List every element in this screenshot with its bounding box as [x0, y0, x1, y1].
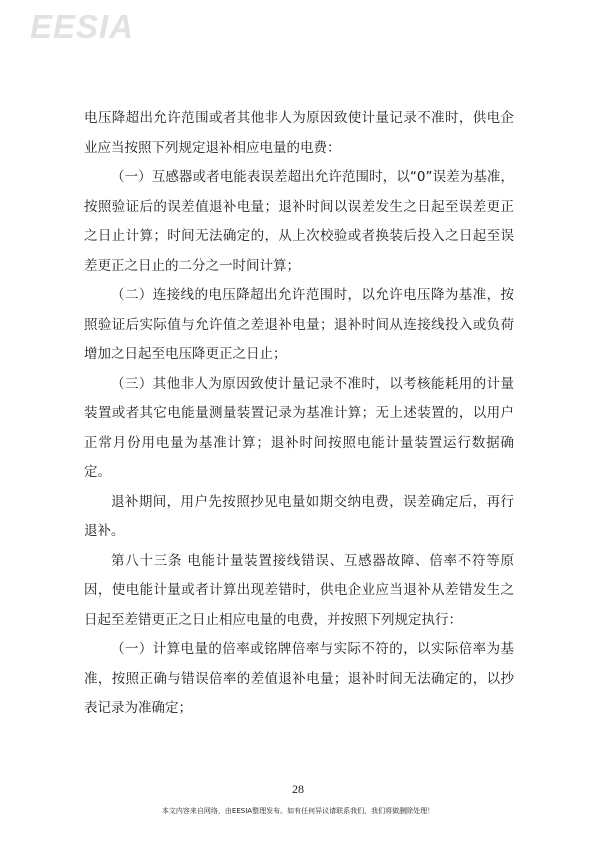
paragraph: （三）其他非人为原因致使计量记录不准时，以考核能耗用的计量装置或者其它电能量测量装置记录为基准计算；无上述装置的，以用户正常月份用电量为基准计算；退补时间按照电能计量装置运行数据确定。 [84, 375, 514, 480]
paragraph: （二）连接线的电压降超出允许范围时，以允许电压降为基准，按照验证后实际值与允许值之差退补电量；退补时间从连接线投入或负荷增加之日起至电压降更正之日止； [84, 287, 514, 362]
paragraph: 电压降超出允许范围或者其他非人为原因致使计量记录不准时，供电企业应当按照下列规定退补相应电量的电费： [84, 110, 514, 156]
footer-disclaimer: 本文内容来自网络，由EESIA整理发布。如有任何异议请联系我们，我们将做删除处理！ [161, 807, 435, 815]
paragraph: 退补期间，用户先按照抄见电量如期交纳电费，误差确定后，再行退补。 [84, 493, 514, 539]
article-83-paragraph: 第八十三条 电能计量装置接线错误、互感器故障、倍率不符等原因，使电能计量或者计算出现差错时，供电企业应当退补从差错发生之日起至差错更正之日止相应电量的电费，并按照下列规定执行： [84, 552, 514, 628]
document-body [84, 104, 514, 724]
paragraph: （一）计算电量的倍率或铭牌倍率与实际不符的，以实际倍率为基准，按照正确与错误倍率的差值退补电量；退补时间无法确定的，以抄表记录为准确定； [84, 641, 514, 716]
page-number: 28 [292, 782, 304, 796]
paragraph: （一）互感器或者电能表误差超出允许范围时，以“0”误差为基准，按照验证后的误差值退补电量；退补时间以误差发生之日起至误差更正之日止计算；时间无法确定的，从上次校验或者换装后投入之日起至误差更正之日止的二分之一时间计算； [84, 169, 514, 274]
eesia-logo: EESIA [30, 8, 135, 45]
